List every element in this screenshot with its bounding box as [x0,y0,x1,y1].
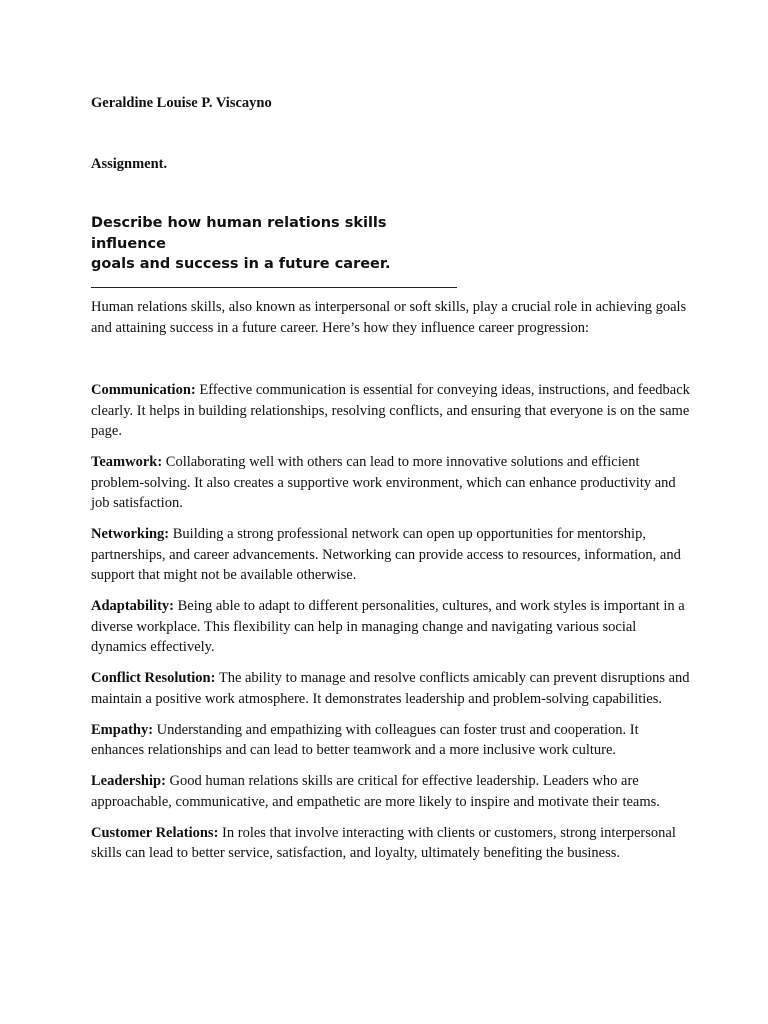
heading-line-1: Describe how human relations skills influence [91,215,387,252]
skill-term: Conflict Resolution: [91,670,216,686]
skill-term: Networking: [91,526,170,542]
skill-term: Teamwork: [91,454,163,470]
skill-paragraph-adaptability [91,596,691,658]
skill-term: Empathy: [91,721,154,738]
skill-paragraph-conflict-resolution [91,668,691,709]
skill-paragraph-networking [91,524,691,586]
skill-paragraph-teamwork [91,452,691,514]
skill-term: Adaptability: [91,598,174,614]
skill-description: Understanding and empathizing with colleagues can foster trust and cooperation. It enhances relationships and can lead to better teamwork and a more inclusive work culture. [91,721,639,758]
skill-paragraph-leadership [91,771,691,812]
skill-description: Collaborating well with others can lead to more innovative solutions and efficient problem-solving. It also creates a supportive work environment, which can enhance productivity and job satisfaction. [91,454,676,511]
skill-description: In roles that involve interacting with clients or customers, strong interpersonal skills can lead to better service, satisfaction, and loyalty, ultimately benefiting the business. [91,824,676,861]
skill-description: Building a strong professional network can open up opportunities for mentorship, partnerships, and career advancements. Networking can provide access to resources, information, and support that might not be available otherwise. [91,526,681,583]
skill-term: Customer Relations: [91,824,219,841]
skill-term: Communication: [91,382,196,398]
skill-paragraph-communication [91,380,691,442]
author-name: Geraldine Louise P. Viscayno [91,95,272,111]
skill-description: Effective communication is essential for conveying ideas, instructions, and feedback clearly. It helps in building relationships, resolving conflicts, and ensuring that everyone is on the same page. [91,382,690,439]
assignment-heading [91,213,457,288]
assignment-label: Assignment. [91,156,168,172]
skill-description: The ability to manage and resolve conflicts amicably can prevent disruptions and maintain a positive work atmosphere. It demonstrates leadership and problem-solving capabilities. [91,670,690,707]
skill-description: Being able to adapt to different personalities, cultures, and work styles is important in a diverse workplace. This flexibility can help in managing change and navigating various social dynamics effectively. [91,598,685,655]
skill-description: Good human relations skills are critical for effective leadership. Leaders who are approachable, communicative, and empathetic are more likely to inspire and motivate their teams. [91,773,660,810]
skill-term: Leadership: [91,773,166,789]
intro-paragraph: Human relations skills, also known as interpersonal or soft skills, play a crucial role in achieving goals and attaining success in a future career. Here’s how they influence career progression: [91,299,687,336]
heading-line-2: goals and success in a future career. [91,256,391,272]
skills-list [91,380,691,874]
skill-paragraph-empathy [91,720,691,761]
skill-paragraph-customer-relations [91,823,691,864]
